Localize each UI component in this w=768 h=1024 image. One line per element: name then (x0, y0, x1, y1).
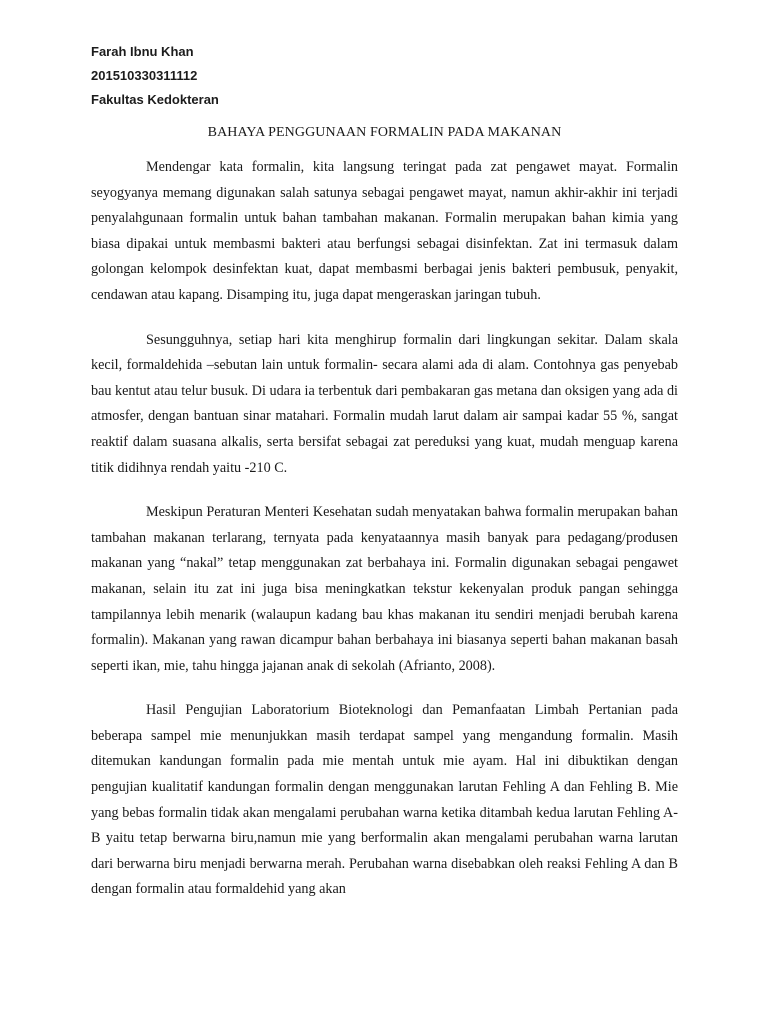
paragraph: Hasil Pengujian Laboratorium Bioteknologi dan Pemanfaatan Limbah Pertanian pada beberapa sampel mie menunjukkan masih terdapat sampel yang mengandung formalin. Masih ditemukan kandungan formalin pada mie mentah untuk mie ayam. Hal ini dibuktikan dengan pengujian kualitatif kandungan formalin dengan menggunakan larutan Fehling A dan Fehling B. Mie yang bebas formalin tidak akan mengalami perubahan warna ketika ditambah kedua larutan Fehling A-B yaitu tetap berwarna biru,namun mie yang berformalin akan mengalami perubahan warna larutan dari berwarna biru menjadi berwarna merah. Perubahan warna disebabkan oleh reaksi Fehling A dan B dengan formalin atau formaldehid yang akan (91, 702, 678, 898)
faculty-name: Fakultas Kedokteran (91, 92, 219, 107)
author-name: Farah Ibnu Khan (91, 44, 194, 59)
document-body (91, 155, 678, 903)
document-title: BAHAYA PENGGUNAAN FORMALIN PADA MAKANAN (207, 125, 562, 140)
student-id: 201510330311112 (91, 68, 198, 83)
author-block (91, 40, 678, 112)
paragraph: Mendengar kata formalin, kita langsung teringat pada zat pengawet mayat. Formalin seyogyanya memang digunakan salah satunya sebagai pengawet mayat, namun akhir-akhir ini terjadi penyalahgunaan formalin untuk bahan tambahan makanan. Formalin merupakan bahan kimia yang biasa dipakai untuk membasmi bakteri atau berfungsi sebagai disinfektan. Zat ini termasuk dalam golongan kelompok desinfektan kuat, dapat membasmi berbagai jenis bakteri pembusuk, penyakit, cendawan atau kapang. Disamping itu, juga dapat mengeraskan jaringan tubuh. (91, 159, 678, 303)
paragraph: Sesungguhnya, setiap hari kita menghirup formalin dari lingkungan sekitar. Dalam skala kecil, formaldehida –sebutan lain untuk formalin- secara alami ada di alam. Contohnya gas penyebab bau kentut atau telur busuk. Di udara ia terbentuk dari pembakaran gas metana dan oksigen yang ada di atmosfer, dengan bantuan sinar matahari. Formalin mudah larut dalam air sampai kadar 55 %, sangat reaktif dalam suasana alkalis, serta bersifat sebagai zat pereduksi yang kuat, mudah menguap karena titik didihnya rendah yaitu -210 C. (91, 331, 679, 476)
paragraph: Meskipun Peraturan Menteri Kesehatan sudah menyatakan bahwa formalin merupakan bahan tambahan makanan terlarang, ternyata pada kenyataannya masih banyak para pedagang/produsen makanan yang “nakal” tetap menggunakan zat berbahaya ini. Formalin digunakan sebagai pengawet makanan, selain itu zat ini juga bisa meningkatkan tekstur kekenyalan produk pangan sehingga tampilannya lebih menarik (walaupun kadang bau khas makanan itu sendiri menjadi berubah karena formalin). Makanan yang rawan dicampur bahan berbahaya ini biasanya seperti bahan makanan basah seperti ikan, mie, tahu hingga jajanan anak di sekolah (Afrianto, 2008). (91, 504, 678, 674)
